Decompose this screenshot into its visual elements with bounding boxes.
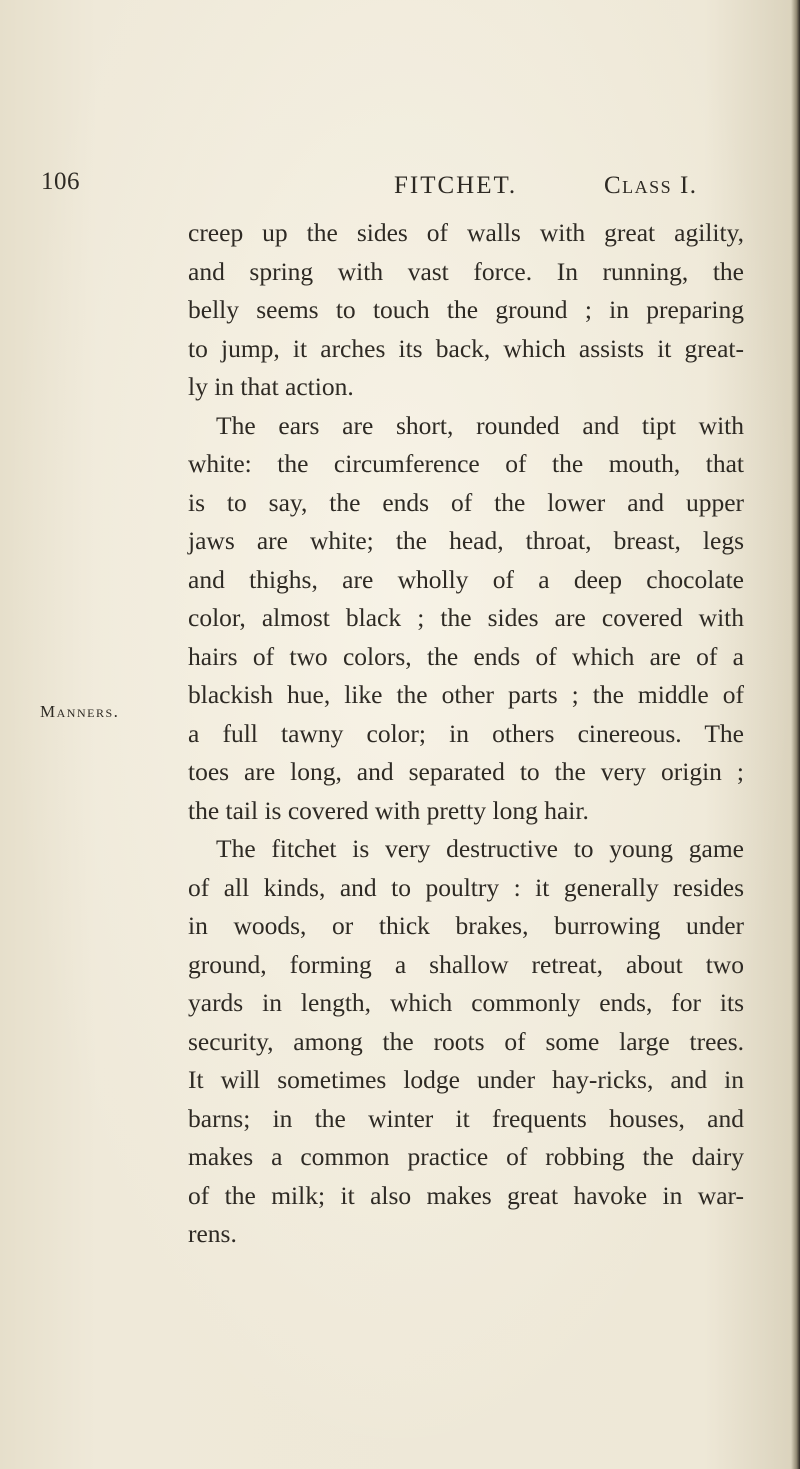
text-line: the tail is covered with pretty long hair. (188, 795, 589, 825)
page-edge-shadow (791, 0, 800, 1469)
page-number: 106 (41, 168, 80, 195)
text-line: ly in that action. (188, 372, 354, 401)
text-line: hairs of two colors, the ends of which are of a (188, 641, 744, 671)
text-line: makes a common practice of robbing the dairy (188, 1142, 744, 1171)
text-line: and thighs, are wholly of a deep chocolate (188, 564, 744, 594)
body-text (188, 214, 744, 1254)
running-header (0, 168, 800, 208)
text-line: creep up the sides of walls with great agility, (188, 218, 744, 247)
text-line: The fitchet is very destructive to young game (216, 834, 744, 863)
text-line: jaws are white; the head, throat, breast, legs (188, 526, 744, 555)
margin-note-manners: Manners. (40, 702, 120, 721)
text-line: color, almost black ; the sides are covered with (188, 603, 744, 632)
text-line: to jump, it arches its back, which assists it great- (188, 333, 744, 363)
text-line: is to say, the ends of the lower and upper (188, 487, 744, 517)
text-line: ground, forming a shallow retreat, about two (188, 949, 744, 979)
text-line: white: the circumference of the mouth, that (188, 449, 744, 478)
text-line: barns; in the winter it frequents houses, and (188, 1103, 744, 1133)
text-line: in woods, or thick brakes, burrowing under (188, 911, 744, 940)
class-label: Class I. (604, 172, 698, 199)
text-line: a full tawny color; in others cinereous. The (188, 718, 744, 748)
text-line: of the milk; it also makes great havoke in war- (188, 1180, 744, 1210)
text-line: of all kinds, and to poultry : it generally resides (188, 872, 744, 902)
text-line: security, among the roots of some large trees. (188, 1026, 744, 1056)
text-line: yards in length, which commonly ends, for its (188, 988, 744, 1017)
text-line: rens. (188, 1219, 237, 1248)
text-line: belly seems to touch the ground ; in preparing (188, 295, 744, 324)
text-line: blackish hue, like the other parts ; the middle of (188, 680, 744, 709)
text-line: It will sometimes lodge under hay-ricks, and in (188, 1065, 744, 1094)
running-title: FITCHET. (394, 172, 518, 199)
text-line: and spring with vast force. In running, the (188, 256, 744, 286)
text-line: The ears are short, rounded and tipt with (216, 410, 744, 440)
text-line: toes are long, and separated to the very origin ; (188, 757, 744, 786)
